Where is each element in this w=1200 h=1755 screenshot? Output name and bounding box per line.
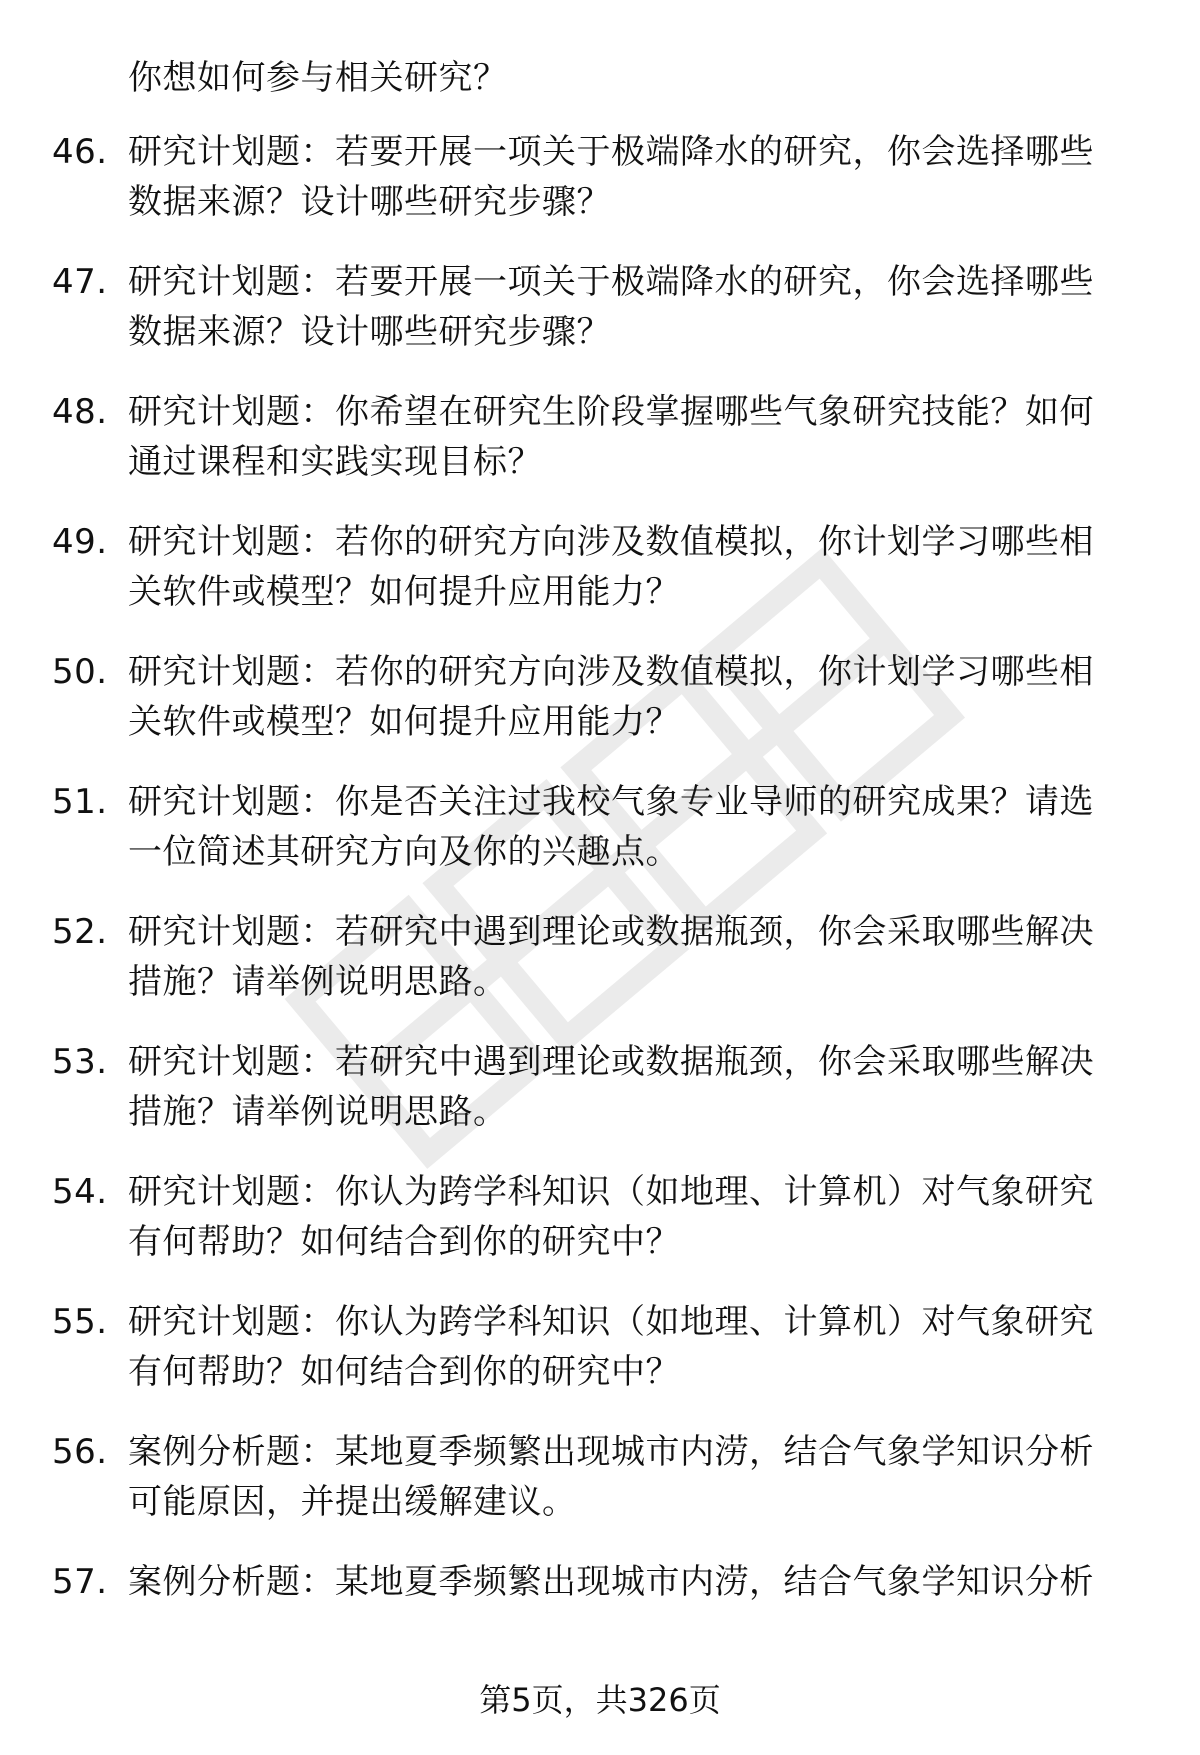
question-text-line1: 研究计划题：你认为跨学科知识（如地理、计算机）对气象研究 — [128, 1172, 1094, 1212]
question-number: 56. — [52, 1432, 108, 1472]
question-number: 57. — [52, 1562, 108, 1602]
question-text-line2: 措施？请举例说明思路。 — [128, 962, 508, 1002]
question-number: 53. — [52, 1042, 108, 1082]
question-number: 48. — [52, 392, 108, 432]
question-text-line1: 研究计划题：若你的研究方向涉及数值模拟，你计划学习哪些相 — [128, 522, 1094, 562]
question-number: 46. — [52, 132, 108, 172]
question-text-line2: 有何帮助？如何结合到你的研究中？ — [128, 1352, 680, 1392]
question-text-line1: 研究计划题：你认为跨学科知识（如地理、计算机）对气象研究 — [128, 1302, 1094, 1342]
question-text-line2: 一位简述其研究方向及你的兴趣点。 — [128, 832, 680, 872]
question-number: 55. — [52, 1302, 108, 1342]
question-number: 54. — [52, 1172, 108, 1212]
question-text-line1: 研究计划题：你是否关注过我校气象专业导师的研究成果？请选 — [128, 782, 1094, 822]
question-text-line2: 有何帮助？如何结合到你的研究中？ — [128, 1222, 680, 1262]
question-text-line2: 数据来源？设计哪些研究步骤？ — [128, 312, 611, 352]
question-number: 47. — [52, 262, 108, 302]
question-number: 50. — [52, 652, 108, 692]
question-text-line1: 研究计划题：若研究中遇到理论或数据瓶颈，你会采取哪些解决 — [128, 1042, 1094, 1082]
question-number: 52. — [52, 912, 108, 952]
question-text-line2: 通过课程和实践实现目标？ — [128, 442, 542, 482]
question-text-line1: 研究计划题：若要开展一项关于极端降水的研究，你会选择哪些 — [128, 262, 1094, 302]
question-text-line1: 研究计划题：若你的研究方向涉及数值模拟，你计划学习哪些相 — [128, 652, 1094, 692]
question-text-line1: 研究计划题：若研究中遇到理论或数据瓶颈，你会采取哪些解决 — [128, 912, 1094, 952]
question-text-line2: 数据来源？设计哪些研究步骤？ — [128, 182, 611, 222]
continuation-text: 你想如何参与相关研究？ — [128, 58, 508, 98]
question-text-line2: 可能原因，并提出缓解建议。 — [128, 1482, 577, 1522]
question-number: 49. — [52, 522, 108, 562]
question-text-line1: 研究计划题：若要开展一项关于极端降水的研究，你会选择哪些 — [128, 132, 1094, 172]
question-text-line2: 措施？请举例说明思路。 — [128, 1092, 508, 1132]
question-text-line1: 研究计划题：你希望在研究生阶段掌握哪些气象研究技能？如何 — [128, 392, 1094, 432]
question-text-line1: 案例分析题：某地夏季频繁出现城市内涝，结合气象学知识分析 — [128, 1432, 1094, 1472]
question-text-line2: 关软件或模型？如何提升应用能力？ — [128, 572, 680, 612]
question-text-line1: 案例分析题：某地夏季频繁出现城市内涝，结合气象学知识分析 — [128, 1562, 1094, 1602]
question-text-line2: 关软件或模型？如何提升应用能力？ — [128, 702, 680, 742]
question-number: 51. — [52, 782, 108, 822]
page-footer: 第5页，共326页 — [479, 1681, 721, 1719]
